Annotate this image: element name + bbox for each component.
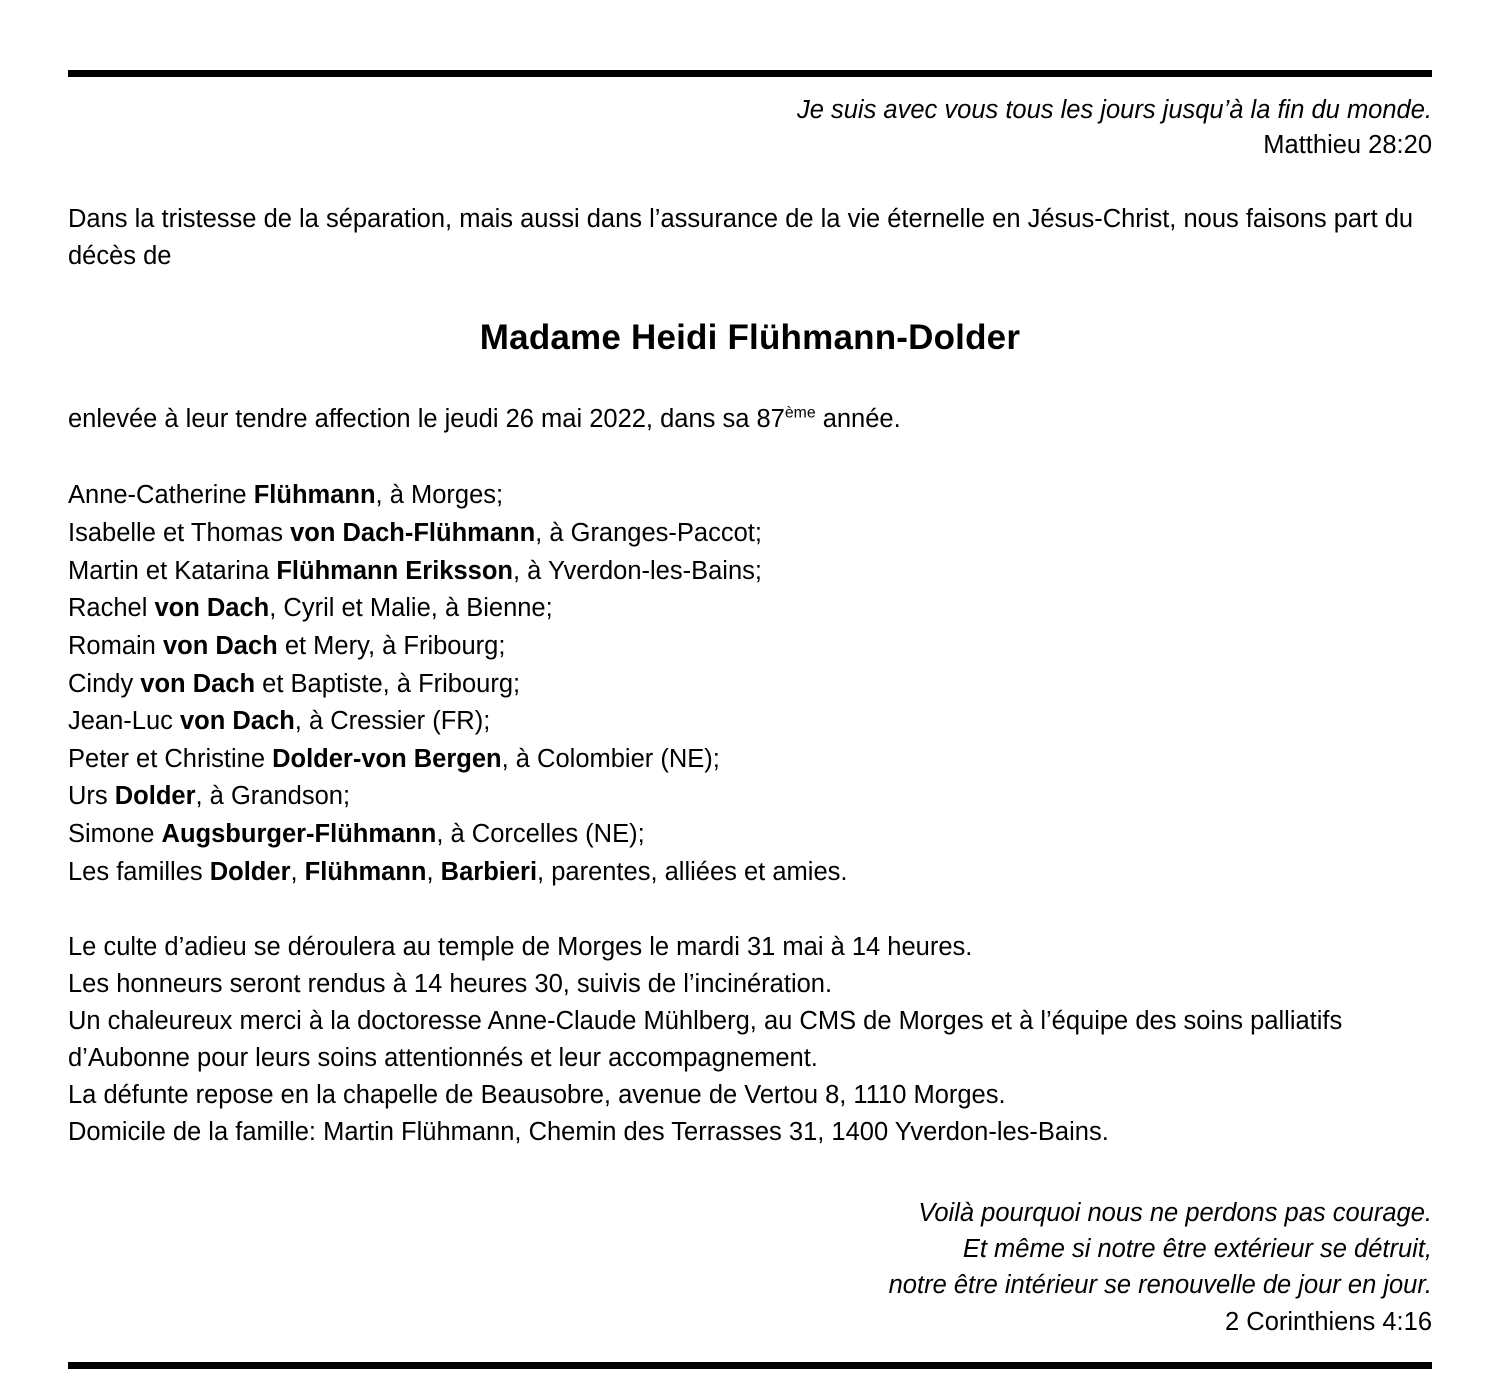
survivor-suffix: et Mery, à Fribourg; bbox=[277, 631, 506, 660]
survivor-suffix: , à Yverdon-les-Bains; bbox=[512, 556, 762, 585]
opening-epigraph-reference: Matthieu 28:20 bbox=[1263, 131, 1432, 160]
list-item bbox=[68, 590, 1432, 628]
closing-epigraph-line-3: notre être intérieur se renouvelle de jour en jour. bbox=[888, 1271, 1432, 1300]
survivor-surname: Flühmann Eriksson bbox=[276, 556, 513, 585]
list-item bbox=[68, 778, 1432, 816]
survivor-prefix: Les familles bbox=[68, 857, 210, 886]
death-statement-ordinal: ème bbox=[784, 404, 816, 422]
survivor-prefix: Martin et Katarina bbox=[68, 556, 277, 585]
survivor-prefix: Isabelle et Thomas bbox=[68, 519, 291, 548]
survivor-suffix: , parentes, alliées et amies. bbox=[537, 857, 848, 886]
list-item bbox=[68, 741, 1432, 779]
closing-epigraph-reference: 2 Corinthiens 4:16 bbox=[1225, 1307, 1432, 1336]
opening-epigraph-verse: Je suis avec vous tous les jours jusqu’à la fin du monde. bbox=[796, 96, 1432, 124]
survivor-surname: Dolder bbox=[209, 857, 291, 886]
deceased-name: Madame Heidi Flühmann-Dolder bbox=[479, 317, 1021, 357]
survivor-suffix: , à Corcelles (NE); bbox=[436, 819, 645, 848]
survivor-surname: Barbieri bbox=[440, 857, 538, 886]
detail-line-thanks: Un chaleureux merci à la doctoresse Anne-Claude Mühlberg, au CMS de Morges et à l’équipe des soins palliatifs d’Aubonne pour leurs soins attentionnés et leur accompagnement. bbox=[68, 1007, 1343, 1073]
bottom-divider bbox=[68, 1362, 1432, 1369]
survivor-surname: von Dach-Flühmann bbox=[290, 519, 536, 548]
list-item bbox=[68, 515, 1432, 553]
list-item bbox=[68, 703, 1432, 741]
closing-epigraph-line-2: Et même si notre être extérieur se détruit, bbox=[962, 1235, 1432, 1264]
survivor-surname: Dolder-von Bergen bbox=[272, 744, 502, 773]
survivor-suffix: et Baptiste, à Fribourg; bbox=[255, 669, 521, 698]
list-item bbox=[68, 816, 1432, 854]
survivor-suffix: , à Morges; bbox=[375, 481, 504, 510]
list-item bbox=[68, 477, 1432, 515]
closing-epigraph-line-1: Voilà pourquoi nous ne perdons pas courage. bbox=[918, 1198, 1432, 1227]
survivor-surname: Dolder bbox=[114, 782, 196, 811]
survivor-prefix: Romain bbox=[68, 631, 163, 660]
survivor-suffix: , à Granges-Paccot; bbox=[535, 519, 762, 548]
list-item bbox=[68, 666, 1432, 704]
service-details bbox=[68, 929, 1432, 1151]
survivor-suffix: , à Colombier (NE); bbox=[501, 744, 720, 773]
opening-epigraph bbox=[68, 93, 1432, 163]
survivor-surname: Flühmann bbox=[304, 857, 427, 886]
survivor-suffix: , à Grandson; bbox=[195, 782, 351, 811]
survivor-surname: Augsburger-Flühmann bbox=[161, 819, 437, 848]
detail-line-service: Le culte d’adieu se déroulera au temple de Morges le mardi 31 mai à 14 heures. bbox=[68, 933, 973, 962]
death-statement-after: année. bbox=[815, 404, 901, 433]
survivor-prefix: Cindy bbox=[68, 669, 141, 698]
survivor-suffix: , Cyril et Malie, à Bienne; bbox=[269, 594, 553, 623]
death-statement-before: enlevée à leur tendre affection le jeudi 26 mai 2022, dans sa 87 bbox=[68, 404, 785, 433]
survivor-separator: , bbox=[290, 857, 305, 886]
announcement-intro: Dans la tristesse de la séparation, mais aussi dans l’assurance de la vie éternelle en Jésus-Christ, nous faisons part du décès de bbox=[68, 205, 1414, 270]
survivor-prefix: Simone bbox=[68, 819, 162, 848]
survivors-list bbox=[68, 477, 1432, 891]
survivor-surname: von Dach bbox=[140, 669, 256, 698]
detail-line-chapel: La défunte repose en la chapelle de Beausobre, avenue de Vertou 8, 1110 Morges. bbox=[68, 1081, 1006, 1110]
survivor-prefix: Peter et Christine bbox=[68, 744, 273, 773]
top-divider bbox=[68, 70, 1432, 77]
survivor-surname: von Dach bbox=[180, 707, 295, 736]
detail-line-honours: Les honneurs seront rendus à 14 heures 30, suivis de l’incinération. bbox=[68, 970, 833, 999]
survivor-prefix: Jean-Luc bbox=[68, 707, 180, 736]
death-statement bbox=[68, 402, 1432, 438]
detail-line-address: Domicile de la famille: Martin Flühmann, Chemin des Terrasses 31, 1400 Yverdon-les-Bains. bbox=[68, 1118, 1109, 1147]
survivor-suffix: , à Cressier (FR); bbox=[294, 707, 491, 736]
obituary-notice bbox=[0, 70, 1500, 1392]
survivor-prefix: Anne-Catherine bbox=[68, 481, 254, 510]
survivor-separator: , bbox=[426, 857, 441, 886]
list-item bbox=[68, 854, 1432, 892]
list-item bbox=[68, 628, 1432, 666]
survivor-surname: von Dach bbox=[154, 594, 270, 623]
survivor-prefix: Urs bbox=[68, 782, 115, 811]
survivor-surname: von Dach bbox=[162, 631, 278, 660]
list-item bbox=[68, 553, 1432, 591]
survivor-prefix: Rachel bbox=[68, 594, 155, 623]
survivor-surname: Flühmann bbox=[253, 481, 376, 510]
closing-epigraph bbox=[68, 1195, 1432, 1340]
